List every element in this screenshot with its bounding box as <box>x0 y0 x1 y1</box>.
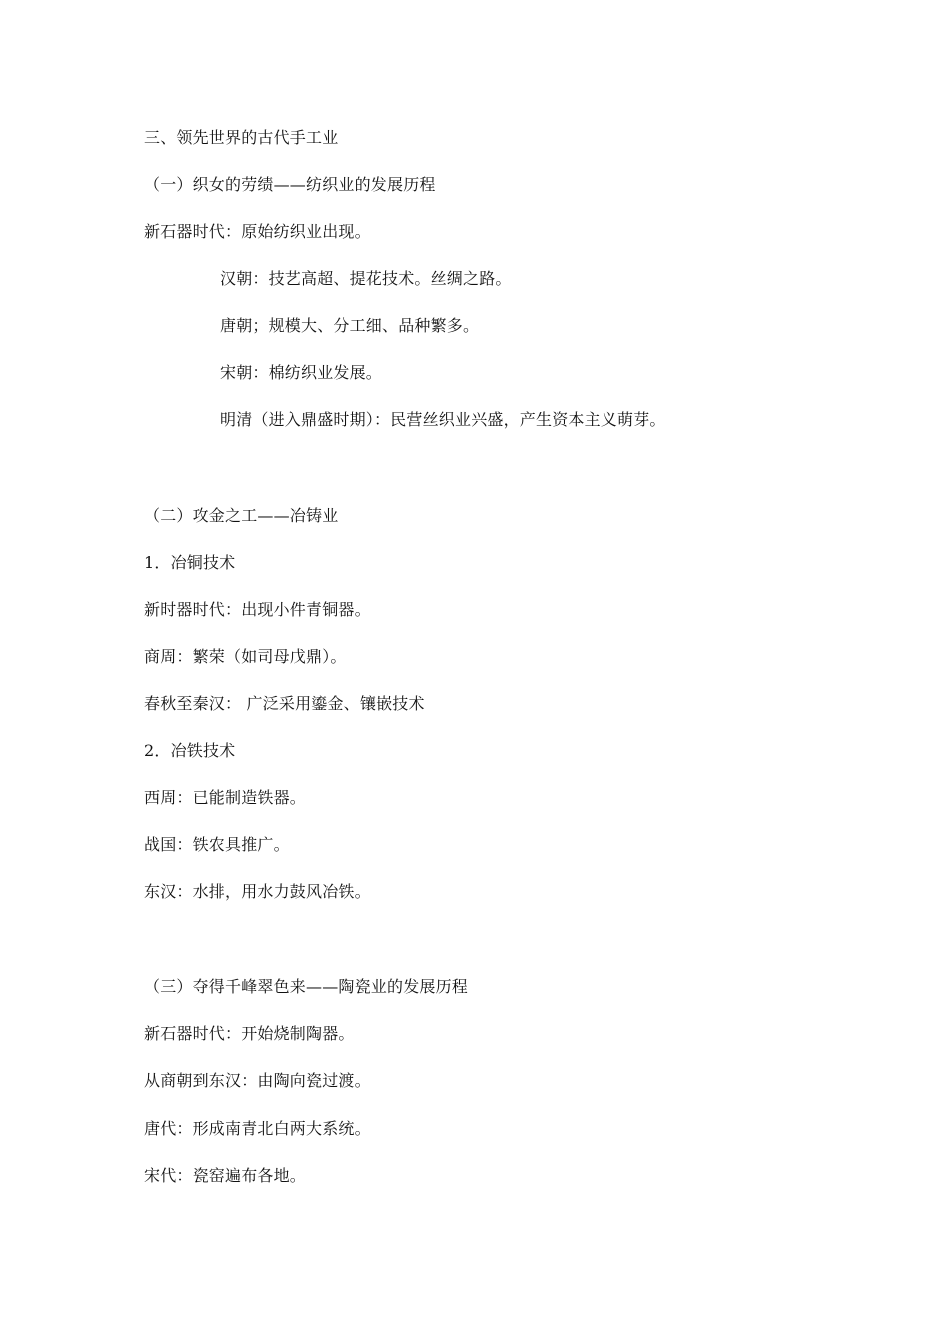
textile-han: 汉朝：技艺高超、提花技术。丝绸之路。 <box>220 269 512 288</box>
copper-title: 1．冶铜技术 <box>144 553 236 572</box>
iron-zhanguo: 战国：铁农具推广。 <box>144 835 290 854</box>
document-title: 三、领先世界的古代手工业 <box>144 128 339 147</box>
section-heading-ceramics: （三）夺得千峰翠色来——陶瓷业的发展历程 <box>144 977 469 996</box>
iron-title: 2．冶铁技术 <box>144 741 236 760</box>
section-heading-metallurgy: （二）攻金之工——冶铸业 <box>144 506 339 525</box>
copper-neolithic: 新时器时代：出现小件青铜器。 <box>144 600 371 619</box>
textile-tang: 唐朝；规模大、分工细、品种繁多。 <box>220 316 480 335</box>
ceramics-neolithic: 新石器时代：开始烧制陶器。 <box>144 1024 355 1043</box>
textile-neolithic: 新石器时代：原始纺织业出现。 <box>144 222 371 241</box>
section-heading-textile: （一）织女的劳绩——纺织业的发展历程 <box>144 175 436 194</box>
copper-shangzhou: 商周：繁荣（如司母戊鼎）。 <box>144 647 347 666</box>
ceramics-shang-han: 从商朝到东汉：由陶向瓷过渡。 <box>144 1071 371 1090</box>
copper-chunqiu: 春秋至秦汉： 广泛采用鎏金、镶嵌技术 <box>144 694 425 713</box>
ceramics-song: 宋代：瓷窑遍布各地。 <box>144 1166 307 1185</box>
textile-mingqing: 明清（进入鼎盛时期）：民营丝织业兴盛，产生资本主义萌芽。 <box>220 410 666 429</box>
iron-donghan: 东汉：水排，用水力鼓风冶铁。 <box>144 882 371 901</box>
iron-xizhou: 西周：已能制造铁器。 <box>144 788 307 807</box>
ceramics-tang: 唐代：形成南青北白两大系统。 <box>144 1119 371 1138</box>
textile-song: 宋朝：棉纺织业发展。 <box>220 363 383 382</box>
